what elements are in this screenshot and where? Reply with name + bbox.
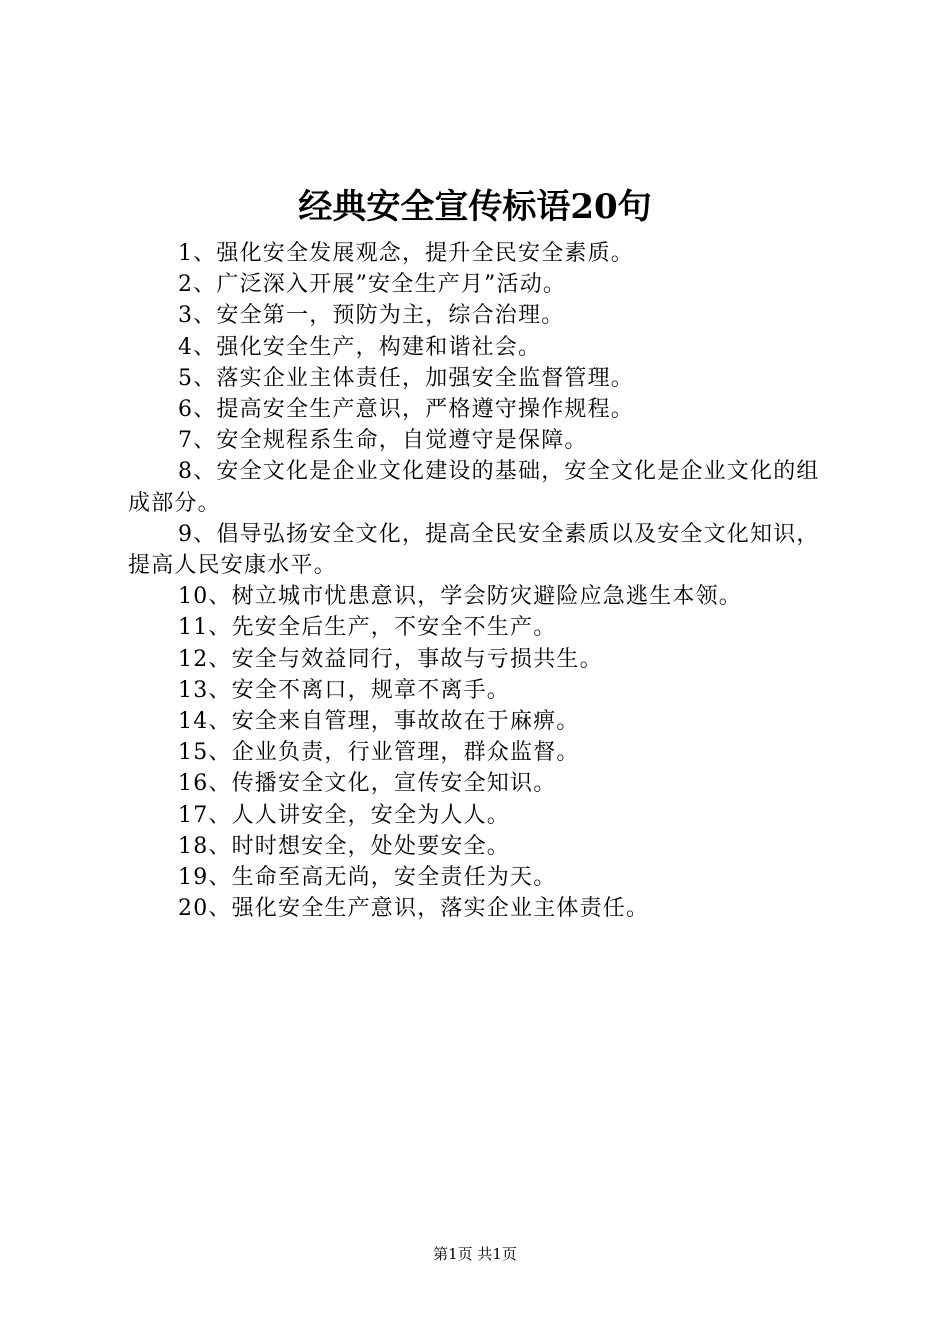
list-item: 18、时时想安全，处处要安全。	[178, 833, 510, 859]
list-item: 17、人人讲安全，安全为人人。	[178, 802, 510, 828]
slogan-list	[128, 238, 833, 924]
list-item: 8、安全文化是企业文化建设的基础，安全文化是企业文化的组成部分。	[128, 459, 820, 516]
list-item: 15、企业负责，行业管理，群众监督。	[178, 740, 580, 766]
list-item: 5、落实企业主体责任，加强安全监督管理。	[178, 365, 634, 391]
list-item: 13、安全不离口，规章不离手。	[178, 677, 510, 703]
list-item: 4、强化安全生产，构建和谐社会。	[178, 334, 542, 360]
list-item: 10、树立城市忧患意识，学会防灾避险应急逃生本领。	[178, 584, 742, 610]
page-footer: 第1页 共1页	[433, 1245, 517, 1263]
list-item: 12、安全与效益同行，事故与亏损共生。	[178, 646, 603, 672]
list-item: 3、安全第一，预防为主，综合治理。	[178, 303, 565, 329]
document-title: 经典安全宣传标语20句	[298, 187, 652, 227]
list-item: 6、提高安全生产意识，严格遵守操作规程。	[178, 397, 634, 423]
list-item: 11、先安全后生产，不安全不生产。	[178, 615, 557, 641]
list-item: 16、传播安全文化，宣传安全知识。	[178, 771, 557, 797]
list-item: 7、安全规程系生命，自觉遵守是保障。	[178, 428, 588, 454]
list-item: 20、强化安全生产意识，落实企业主体责任。	[178, 896, 650, 922]
list-item: 19、生命至高无尚，安全责任为天。	[178, 865, 557, 891]
list-item: 1、强化安全发展观念，提升全民安全素质。	[178, 241, 634, 266]
list-item: 14、安全来自管理，事故故在于麻痹。	[178, 709, 580, 735]
list-item: 2、广泛深入开展”安全生产月”活动。	[178, 272, 567, 298]
list-item: 9、倡导弘扬安全文化，提高全民安全素质以及安全文化知识，提高人民安康水平。	[128, 521, 820, 579]
